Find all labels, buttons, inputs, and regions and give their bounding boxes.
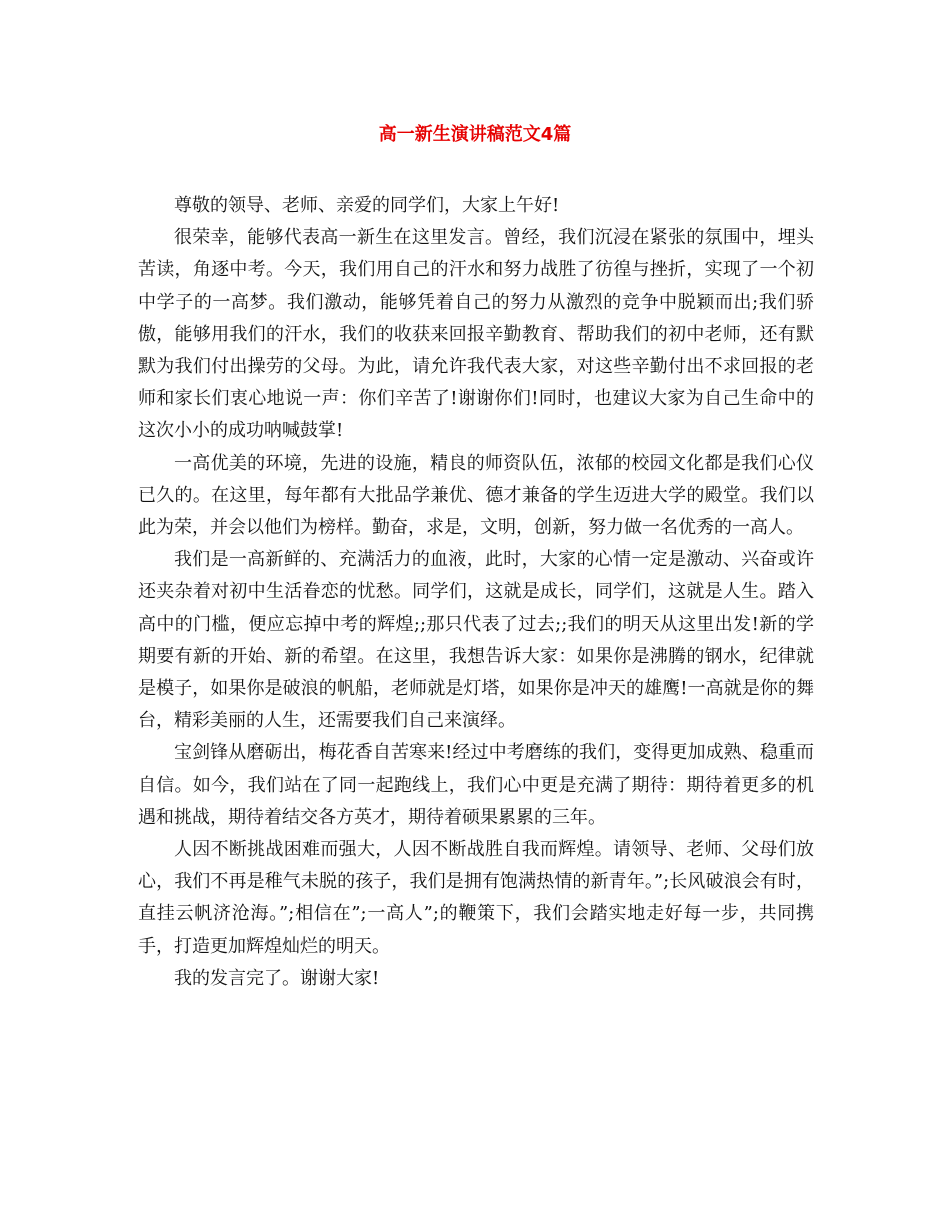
paragraph: 我们是一高新鲜的、充满活力的血液，此时，大家的心情一定是激动、兴奋或许还夹杂着对初中生活眷恋的忧愁。同学们，这就是成长，同学们，这就是人生。踏入高中的门槛，便应忘掉中考的辉煌;;那只代表了过去;;我们的明天从这里出发!新的学期要有新的开始、新的希望。在这里，我想告诉大家：如果你是沸腾的钢水，纪律就是模子，如果你是破浪的帆船，老师就是灯塔，如果你是冲天的雄鹰!一高就是你的舞台，精彩美丽的人生，还需要我们自己来演绎。 [138,549,814,732]
document-body [138,190,814,995]
paragraph: 人因不断挑战困难而强大，人因不断战胜自我而辉煌。请领导、老师、父母们放心，我们不再是稚气未脱的孩子，我们是拥有饱满热情的新青年。”;长风破浪会有时，直挂云帆济沧海。”;相信在”;一高人”;的鞭策下，我们会踏实地走好每一步，共同携手，打造更加辉煌灿烂的明天。 [138,839,814,957]
paragraph: 宝剑锋从磨砺出，梅花香自苦寒来!经过中考磨练的我们，变得更加成熟、稳重而自信。如今，我们站在了同一起跑线上，我们心中更是充满了期待：期待着更多的机遇和挑战，期待着结交各方英才，期待着硕果累累的三年。 [138,742,814,828]
paragraph-greeting: 尊敬的领导、老师、亲爱的同学们，大家上午好! [174,195,560,216]
paragraph: 一高优美的环境，先进的设施，精良的师资队伍，浓郁的校园文化都是我们心仪已久的。在这里，每年都有大批品学兼优、德才兼备的学生迈进大学的殿堂。我们以此为荣，并会以他们为榜样。勤奋，求是，文明，创新，努力做一名优秀的一高人。 [138,452,814,539]
paragraph-closing: 我的发言完了。谢谢大家! [174,967,380,989]
document-title: 高一新生演讲稿范文4篇 [378,124,572,145]
paragraph: 很荣幸，能够代表高一新生在这里发言。曾经，我们沉浸在紧张的氛围中，埋头苦读，角逐中考。今天，我们用自己的汗水和努力战胜了彷徨与挫折，实现了一个初中学子的一高梦。我们激动，能够凭着自己的努力从激烈的竞争中脱颖而出;我们骄傲，能够用我们的汗水，我们的收获来回报辛勤教育、帮助我们的初中老师，还有默默为我们付出操劳的父母。为此，请允许我代表大家，对这些辛勤付出不求回报的老师和家长们衷心地说一声：你们辛苦了!谢谢你们!同时，也建议大家为自己生命中的这次小小的成功呐喊鼓掌! [138,227,814,442]
